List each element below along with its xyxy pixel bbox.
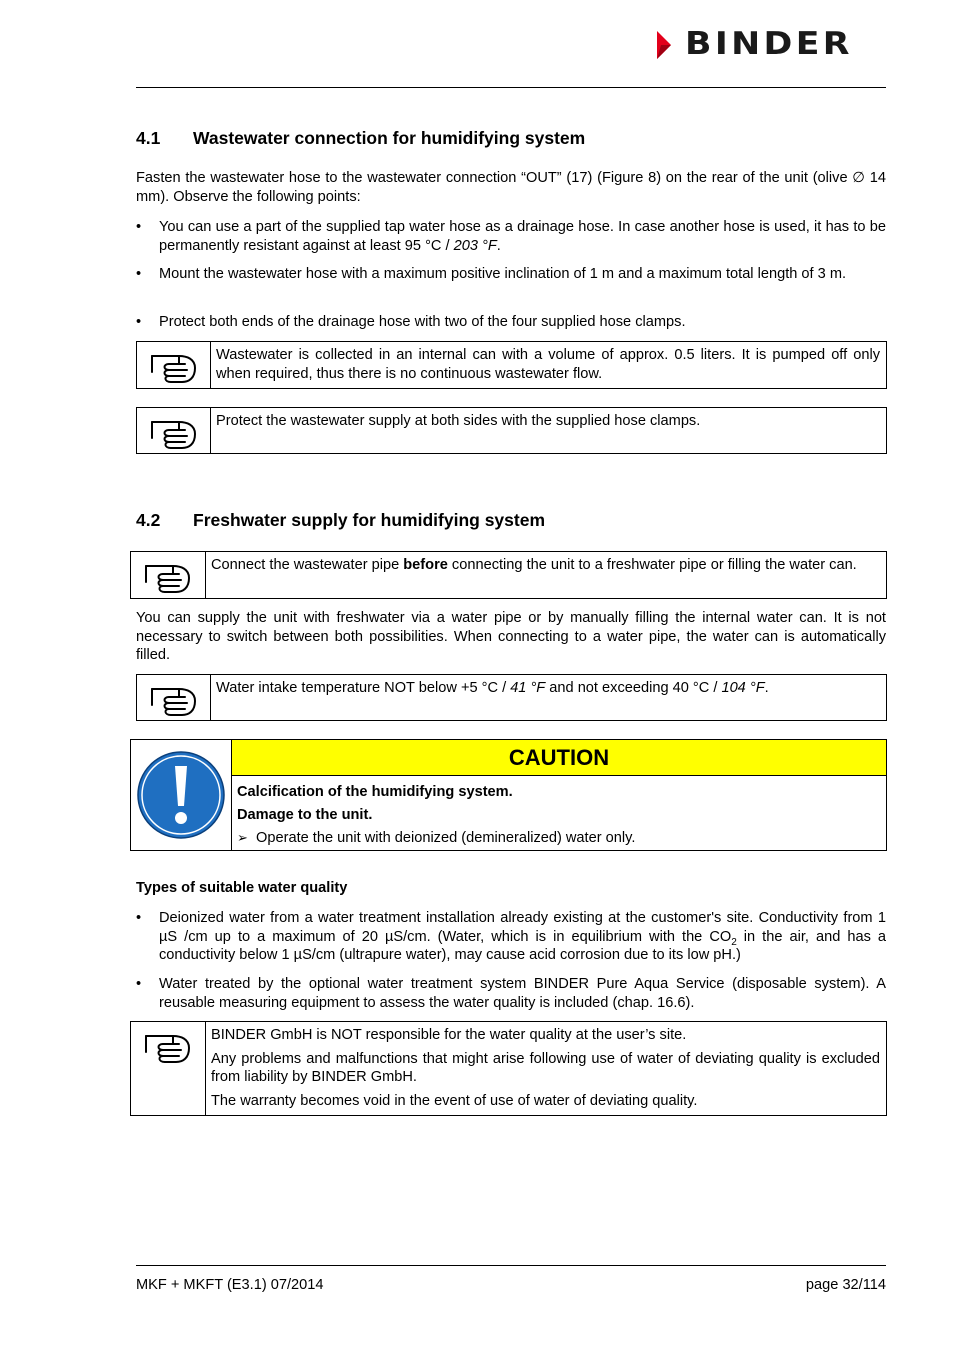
binder-logo-text: BINDER xyxy=(685,26,853,62)
mandatory-exclamation-icon xyxy=(136,750,226,840)
water-quality-heading: Types of suitable water quality xyxy=(136,880,348,896)
pointing-hand-icon xyxy=(149,346,199,386)
note-box xyxy=(136,674,887,721)
note-box xyxy=(130,551,887,599)
list-item: • You can use a part of the supplied tap water hose as a drainage hose. In case another hose is used, it has to be permanently resistant against at least 95 °C / 203 °F. xyxy=(136,218,886,255)
section-4-2-heading xyxy=(136,509,545,531)
section-4-2-paragraph: You can supply the unit with freshwater via a water pipe or by manually filling the internal water can. It is not necessary to switch between both possibilities. When connecting to a water pipe, the water can is automatically filled. xyxy=(136,610,886,663)
footer-document-id: MKF + MKFT (E3.1) 07/2014 xyxy=(136,1277,324,1293)
binder-logo-mark-icon xyxy=(655,30,681,64)
caution-line: Damage to the unit. xyxy=(237,807,373,823)
section-number: 4.1 xyxy=(136,128,161,148)
binder-logo xyxy=(655,26,887,64)
note-box xyxy=(136,407,887,454)
caution-title: CAUTION xyxy=(232,740,886,776)
note-box xyxy=(136,341,887,389)
note-text: Water intake temperature NOT below +5 °C / 41 °F and not exceeding 40 °C / 104 °F. xyxy=(216,680,769,696)
footer-page-number: page 32/114 xyxy=(805,1277,886,1293)
arrow-icon: ➢ xyxy=(237,831,248,846)
note-text: Wastewater is collected in an internal can with a volume of approx. 0.5 liters. It is pumped off only when required, thus there is no continuous wastewater flow. xyxy=(216,347,880,382)
section-number: 4.2 xyxy=(136,510,161,530)
caution-line: Calcification of the humidifying system. xyxy=(237,784,513,800)
list-item: • Protect both ends of the drainage hose with two of the four supplied hose clamps. xyxy=(136,313,886,332)
header-rule xyxy=(136,87,886,88)
note-box xyxy=(130,1021,887,1116)
caution-box xyxy=(130,739,887,851)
pointing-hand-icon xyxy=(143,1026,193,1066)
section-title: Freshwater supply for humidifying system xyxy=(193,510,546,530)
list-item: • Water treated by the optional water treatment system BINDER Pure Aqua Service (disposable system). A reusable measuring equipment to assess the water quality is included (chap. 16.6). xyxy=(136,975,886,1012)
list-item: • Deionized water from a water treatment installation already existing at the customer's site. Conductivity from 1 µS /cm up to a maximum of 20 µS/cm. (Water, which is in equilibrium with the $CO_2$ in the air, and has a conductivity below 1 µS/cm (ultrapure water), may cause acid corrosion due to its low pH.) xyxy=(136,909,886,965)
footer-rule xyxy=(136,1265,886,1266)
section-4-1-heading xyxy=(136,127,585,149)
pointing-hand-icon xyxy=(149,412,199,452)
note-text: BINDER GmbH is NOT responsible for the water quality at the user’s site. Any problems and malfunctions that might arise following use of water of deviating quality is excluded from liability by BINDER GmbH. The warranty becomes void in the event of use of water of deviating quality. xyxy=(211,1027,880,1109)
list-item: • Mount the wastewater hose with a maximum positive inclination of 1 m and a maximum total length of 3 m. xyxy=(136,265,886,284)
section-title: Wastewater connection for humidifying system xyxy=(193,128,586,148)
pointing-hand-icon xyxy=(143,556,193,596)
pointing-hand-icon xyxy=(149,679,199,719)
note-text: Protect the wastewater supply at both sides with the supplied hose clamps. xyxy=(216,413,701,429)
section-4-1-intro: Fasten the wastewater hose to the wastewater connection “OUT” (17) (Figure 8) on the rear of the unit (olive ∅ 14 mm). Observe the following points: xyxy=(136,170,886,205)
caution-action: ➢ Operate the unit with deionized (demineralized) water only. xyxy=(237,830,636,846)
note-text: Connect the wastewater pipe before connecting the unit to a freshwater pipe or filling the water can. xyxy=(211,557,857,573)
